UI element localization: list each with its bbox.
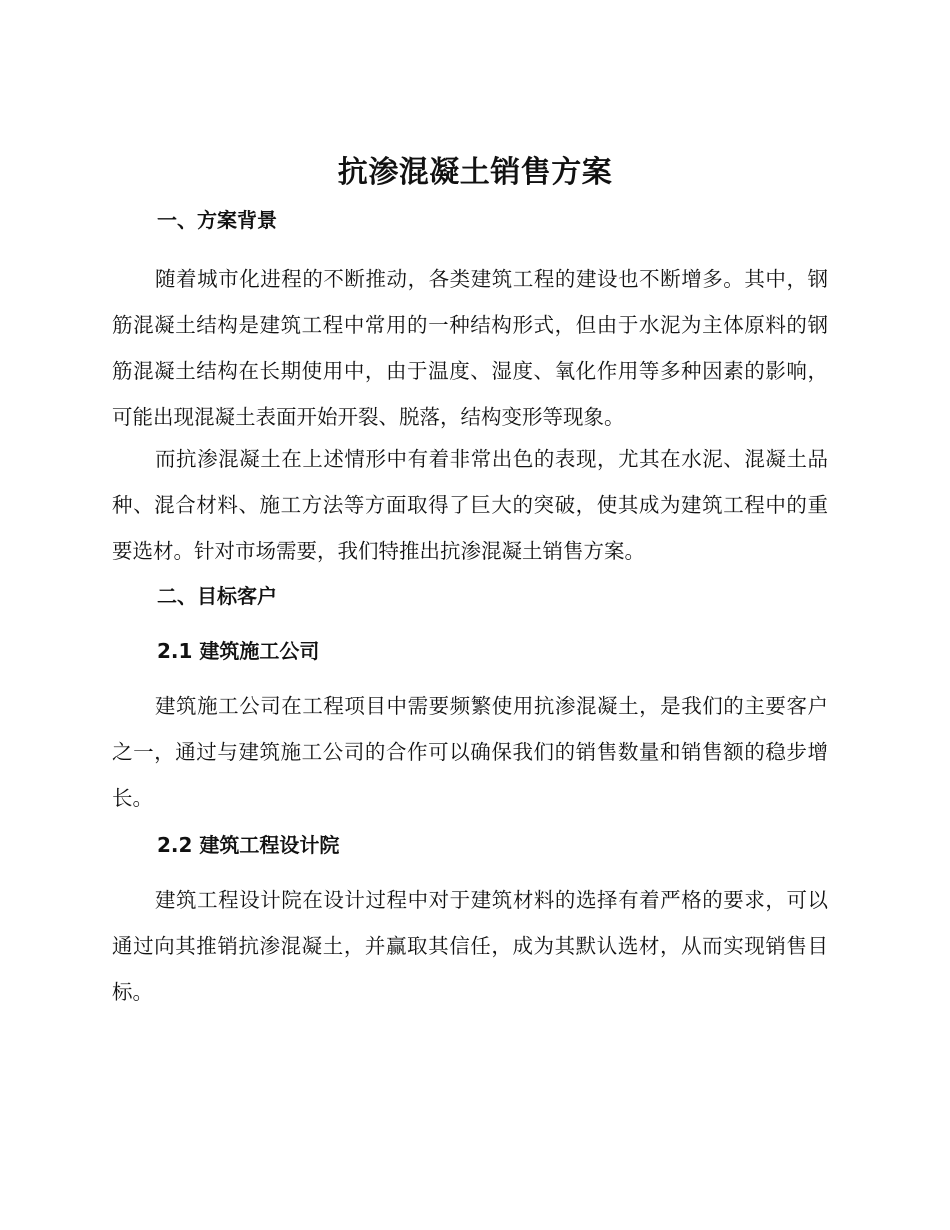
document-title: 抗渗混凝土销售方案 — [337, 155, 613, 190]
paragraph-construction-companies: 建筑施工公司在工程项目中需要频繁使用抗渗混凝土，是我们的主要客户之一，通过与建筑施工公司的合作可以确保我们的销售数量和销售额的稳步增长。 — [112, 694, 828, 810]
paragraph-background-1: 随着城市化进程的不断推动，各类建筑工程的建设也不断增多。其中，钢筋混凝土结构是建筑工程中常用的一种结构形式，但由于水泥为主体原料的钢筋混凝土结构在长期使用中，由于温度、湿度、氧化作用等多种因素的影响，可能出现混凝土表面开始开裂、脱落，结构变形等现象。 — [112, 267, 828, 429]
section-heading-background: 一、方案背景 — [157, 208, 277, 232]
section-heading-target-customers: 二、目标客户 — [157, 584, 277, 608]
paragraph-background-2: 而抗渗混凝土在上述情形中有着非常出色的表现，尤其在水泥、混凝土品种、混合材料、施工方法等方面取得了巨大的突破，使其成为建筑工程中的重要选材。针对市场需要，我们特推出抗渗混凝土销售方案。 — [112, 447, 828, 563]
paragraph-design-institutes: 建筑工程设计院在设计过程中对于建筑材料的选择有着严格的要求，可以通过向其推销抗渗混凝土，并赢取其信任，成为其默认选材，从而实现销售目标。 — [112, 888, 828, 1004]
subsection-heading-construction-companies: 2.1 建筑施工公司 — [157, 639, 320, 663]
subsection-heading-design-institutes: 2.2 建筑工程设计院 — [157, 833, 340, 857]
